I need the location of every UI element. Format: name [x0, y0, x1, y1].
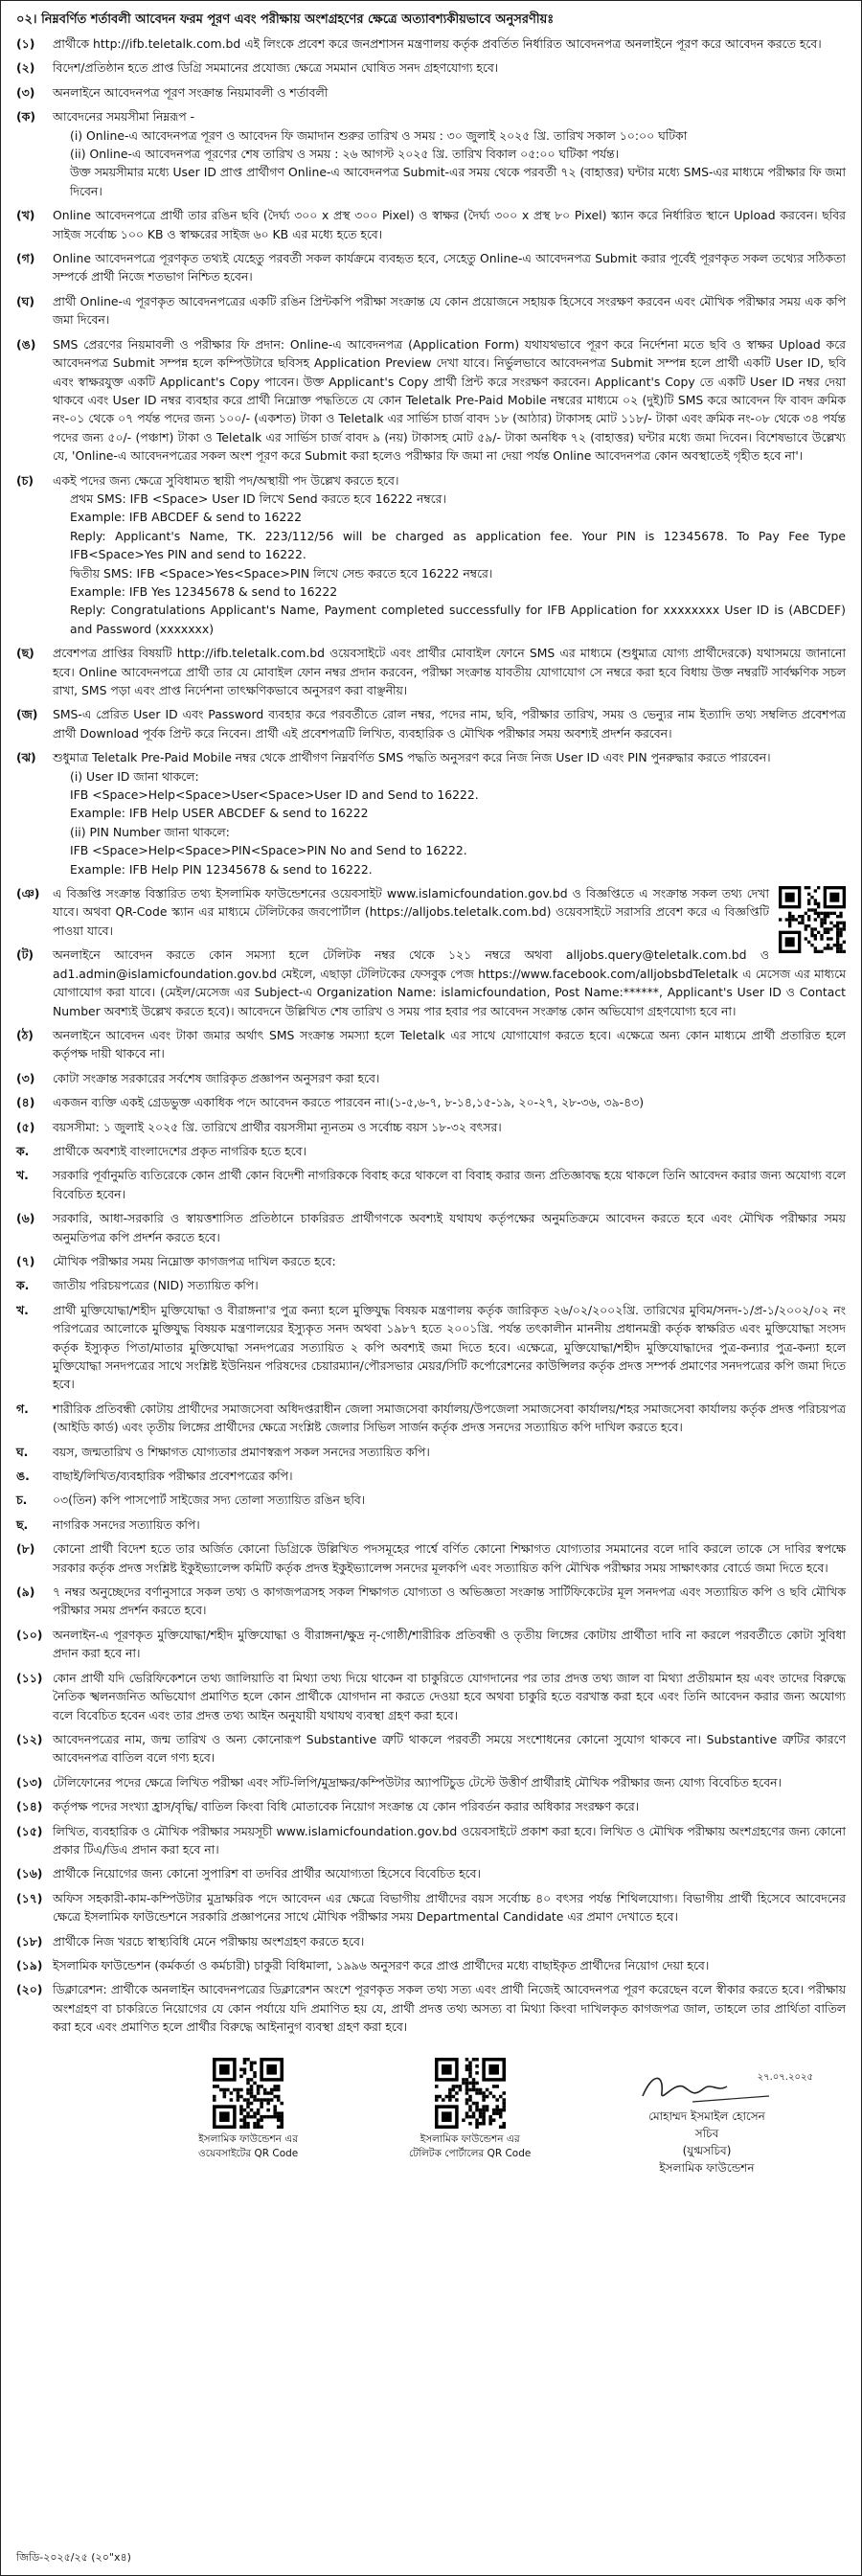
condition-item	[16, 58, 846, 77]
condition-text: নাগরিক সনদের সত্যায়িত কপি।	[53, 1516, 200, 1532]
condition-number: (ঘ)	[16, 293, 34, 308]
condition-number: (ছ)	[16, 646, 34, 661]
condition-text: বয়সসীমা: ১ জুলাই ২০২৫ খ্রি. তারিখে প্রার্থীর বয়সসীমা ন্যূনতম ও সর্বোচ্চ বয়স ১৮-৩২ বৎসর।	[53, 1119, 502, 1134]
condition-text: SMS-এ প্রেরিত User ID এবং Password ব্যবহার করে পরবর্তীতে রোল নম্বর, পদের নাম, ছবি, পরীক্ষার তারিখ, সময় ও ভেন্যুর নাম ইত্যাদি তথ্য সম্বলিত প্রবেশপত্র প্রার্থী Download পূর্বক প্রিন্ট করে নিবেন। প্রার্থী এই প্রবেশপত্রটি লিখিত, ব্যবহারিক ও মৌখিক পরীক্ষার সময় অবশ্যই প্রদর্শন করবেন।	[53, 707, 846, 741]
conditions-list	[16, 34, 846, 2037]
condition-text: প্রার্থী Online-এ পূরণকৃত আবেদনপত্রের একটি রঙিন প্রিন্টকপি পরীক্ষা সংক্রান্ত যে কোন প্রয়োজনে সহায়ক হিসেবে সংরক্ষণ করবেন এবং মৌখিক পরীক্ষার সময় এক কপি জমা দিবেন।	[53, 293, 846, 328]
condition-text: এ বিজ্ঞপ্তি সংক্রান্ত বিস্তারিত তথ্য ইসলামিক ফাউন্ডেশনের ওয়েবসাইট www.islamicfoundation.gov.bd ও বিজ্ঞপ্তিতে এ সংক্রান্ত সকল তথ্য দেখা যাবে। অথবা QR-Code স্ক্যান এর মাধ্যমে টেলিটকের জবপোর্টাল (https://alljobs.teletalk.com.bd) ওয়েবসাইটে সরাসরি প্রবেশ করে এ বিজ্ঞপ্তিটি পাওয়া যাবে।	[53, 886, 769, 938]
condition-number: (খ)	[16, 208, 35, 223]
condition-number: (৪)	[16, 1095, 35, 1110]
condition-number: (ট)	[16, 947, 34, 963]
condition-number: ক.	[16, 1278, 30, 1293]
condition-item	[16, 1932, 846, 1950]
condition-text: লিখিত, ব্যবহারিক ও মৌখিক পরীক্ষার সময়সূচী www.islamicfoundation.gov.bd ওয়েবসাইটে প্রকাশ করা হবে। লিখিত ও মৌখিক পরীক্ষায় অংশগ্রহণের জন্য কোনো প্রকার টিএ/ডিএ প্রদান করা হবে না।	[53, 1823, 846, 1857]
condition-text: কোনো প্রার্থী বিদেশ হতে তার অর্জিত কোনো ডিগ্রিকে উল্লিখিত পদসমূহের পার্শ্বে বর্ণিত কোনো শিক্ষাগত যোগ্যতার সমমানের বলে দাবি করলে তাকে সে দাবির স্বপক্ষে সরকার কর্তৃক প্রদত্ত সংশ্লিষ্ট ইকুইভ্যালেন্স কমিটি কর্তৃক প্রদত্ত ইকুইভ্যালেন্স সনদের মূলকপি এবং সত্যায়িত কপি মৌখিক পরীক্ষার সময় সাক্ষাৎকার বোর্ডে জমা দিতে হবে।	[53, 1541, 846, 1575]
condition-text: IFB <Space>Help<Space>User<Space>User ID and Send to 16222.	[70, 787, 479, 803]
condition-text: অনলাইনে আবেদন করতে কোন সমস্যা হলে টেলিটক নম্বর থেকে ১২১ নম্বরে অথবা alljobs.query@teletalk.com.bd ও ad1.admin@islamicfoundation.gov.bd মেইলে, এছাড়া টেলিটকের ফেসবুক পেজ https://www.facebook.com/alljobsbdTeletalk এ মেসেজ এর মাধ্যমে যোগাযোগ করা যাবে। (মেইল/মেসেজ এর Subject-এ Organization Name: islamicfoundation, Post Name:******, Applicant's User ID ও Contact Number অবশ্যই উল্লেখ করতে হবে)। আবেদনে উল্লিখিত শেষ তারিখ ও সময় পার হবার পর আবেদন সংক্রান্ত কোন অভিযোগ গ্রহণযোগ্য হবে না।	[53, 947, 846, 1018]
condition-item	[16, 1069, 846, 1087]
condition-item	[16, 1209, 846, 1246]
condition-text: Reply: Congratulations Applicant's Name, Payment completed successfully for IFB Application for xxxxxxxx User ID is (ABCDEF) and Password (xxxxxxx)	[70, 603, 846, 636]
condition-item	[16, 1467, 846, 1485]
condition-number: (১৩)	[16, 1774, 43, 1790]
condition-item	[16, 1516, 846, 1534]
condition-text: Example: IFB Help PIN 12345678 & send to 16222.	[70, 861, 373, 877]
condition-item	[16, 206, 846, 243]
signatory-name: মোহাম্মদ ইসমাইল হোসেন	[648, 2109, 765, 2123]
condition-item	[16, 1142, 846, 1160]
condition-item	[16, 748, 846, 878]
condition-text: বিদেশ/প্রতিষ্ঠান হতে প্রাপ্ত ডিগ্রি সমমানের প্রযোজ্য ক্ষেত্রে সমমান ঘোষিত সনদ গ্রহণযোগ্য হবে।	[53, 60, 499, 76]
condition-text: প্রবেশপত্র প্রাপ্তির বিষয়টি http://ifb.teletalk.com.bd ওয়েবসাইটে এবং প্রার্থীর মোবাইল ফোনে SMS এর মাধ্যমে (শুধুমাত্র যোগ্য প্রার্থীদেরকে) যথাসময়ে জানানো হবে। Online আবেদনপত্রে প্রার্থী তার যে মোবাইল ফোন নম্বর প্রদান করবেন, পরীক্ষা সংক্রান্ত যাবতীয় যোগাযোগ সে নম্বরে করা হবে বিধায় উক্ত নম্বরটি সার্বক্ষণিক সচল রাখা, SMS পড়া এবং প্রাপ্ত নির্দেশনা তাৎক্ষণিকভাবে অনুসরণ করা বাঞ্ছনীয়।	[53, 646, 846, 697]
condition-text: Online আবেদনপত্রে প্রার্থী তার রঙিন ছবি (দৈর্ঘ্য ৩০০ x প্রস্থ ৩০০ Pixel) ও স্বাক্ষর (দৈর্ঘ্য ৩০০ x প্রস্থ ৮০ Pixel) স্ক্যান করে নির্ধারিত স্থানে Upload করবেন। ছবির সাইজ সর্বোচ্চ ১০০ KB ও স্বাক্ষরের সাইজ ৬০ KB এর মধ্যে হতে হবে।	[53, 208, 846, 241]
website-qr-block	[198, 2058, 298, 2161]
condition-number: (১০)	[16, 1627, 43, 1642]
condition-text: Example: IFB ABCDEF & send to 16222	[70, 510, 303, 525]
condition-number: (৫)	[16, 1119, 35, 1134]
signatory-org: ইসলামিক ফাউন্ডেশন	[659, 2160, 755, 2175]
condition-number: (৯)	[16, 1584, 35, 1600]
condition-text: অনলাইন-এ পূরণকৃত মুক্তিযোদ্ধা/শহীদ মুক্তিযোদ্ধা ও বীরাঙ্গনা/ক্ষুদ্র নৃ-গোষ্ঠী/শারীরিক প্রতিবন্ধী ও তৃতীয় লিঙ্গের কোটায় প্রার্থীতা দাবি না করলে পরবর্তীতে কোটা সুবিধা প্রদান করা হবে না।	[53, 1627, 846, 1661]
condition-item	[16, 107, 846, 200]
condition-item	[16, 1166, 846, 1203]
condition-item	[16, 1956, 846, 1974]
signature-date: ২৭.০৭.২০২৫	[757, 2071, 813, 2083]
condition-text: কোন প্রার্থী যদি ভেরিফিকেশনে তথ্য জালিয়াতি বা মিথ্যা তথ্য দিয়ে থাকেন বা চাকুরিতে যোগদানের পর তার প্রদত্ত তথ্য জাল বা মিথ্যা প্রতীয়মান হয় এবং তাদের বিরুদ্ধে নৈতিক স্খলনজনিত অভিযোগ প্রমাণিত হলে কোন প্রার্থীকে যোগদান না করতে দেওয়া হবে অথবা চাকুরি হতে বরখাস্ত করা হবে এবং তিনি আবেদন করার জন্য অযোগ্য বলে বিবেচিত হবেন এবং তার প্রদত্ত তথ্য আইন অনুযায়ী যথাযথ ব্যবস্থা গ্রহণ করা হবে।	[53, 1670, 846, 1722]
condition-number: ঘ.	[16, 1444, 29, 1459]
condition-text: শারীরিক প্রতিবন্ধী কোটায় প্রার্থীদের সমাজসেবা অধিদপ্তরাধীন জেলা সমাজসেবা কার্যালয়/উপজেলা সমাজসেবা কার্যালয়/শহর সমাজসেবা কার্যালয় কর্তৃক প্রদত্ত পরিচয়পত্র (আইডি কার্ড) এবং তৃতীয় লিঙ্গের প্রার্থীদের ক্ষেত্রে সংশ্লিষ্ট জেলার সিভিল সার্জন কর্তৃক প্রদত্ত সনদের সত্যায়িত কপি দাখিল করতে হবে।	[53, 1401, 846, 1435]
condition-text: উক্ত সময়সীমার মধ্যে User ID প্রাপ্ত প্রার্থীগণ Online-এ আবেদনপত্র Submit-এর সময় থেকে পরবর্তী ৭২ (বাহাত্তর) ঘন্টার মধ্যে SMS-এর মাধ্যমে পরীক্ষার ফি জমা দিবেন।	[70, 165, 846, 198]
website-qr-caption-2: ওয়েবসাইটের QR Code	[198, 2147, 299, 2159]
condition-item	[16, 1301, 846, 1394]
condition-number: (ঠ)	[16, 1027, 34, 1042]
website-qr-caption-1: ইসলামিক ফাউন্ডেশন এর	[198, 2132, 299, 2145]
condition-text: প্রার্থীকে অবশ্যই বাংলাদেশের প্রকৃত নাগরিক হতে হবে।	[53, 1143, 306, 1158]
condition-item	[16, 705, 846, 742]
condition-text: প্রার্থীকে http://ifb.teletalk.com.bd এই লিংকে প্রবেশ করে জনপ্রশাসন মন্ত্রণালয় কর্তৃক প্রবর্তিত নির্ধারিত আবেদনপত্র অনলাইনে পূরণ করে আবেদন করতে হবে।	[53, 36, 822, 51]
condition-text: একজন ব্যক্তি একই গ্রেডভুক্ত একাধিক পদে আবেদন করতে পারবেন না।(১-৫,৬-৭, ৮-১৪,১৫-১৯, ২০-২৭, ২৮-৩৬, ৩৯-৪৩)	[53, 1095, 645, 1110]
condition-number: (১৮)	[16, 1933, 43, 1949]
condition-number: ঙ.	[16, 1469, 30, 1484]
condition-text: অনলাইনে আবেদনপত্র পূরণ সংক্রান্ত নিয়মাবলী ও শর্তাবলী	[53, 84, 329, 100]
condition-number: (১২)	[16, 1731, 43, 1746]
condition-number: (৬)	[16, 1211, 35, 1226]
condition-text: (i) Online-এ আবেদনপত্র পূরণ ও আবেদন ফি জমাদান শুরুর তারিখ ও সময় : ৩০ জুলাই ২০২৫ খ্রি. তারিখ সকাল ১০:০০ ঘটিকা	[70, 127, 688, 143]
condition-item	[16, 1822, 846, 1859]
condition-item	[16, 1276, 846, 1294]
condition-text: (i) User ID জানা থাকলে:	[70, 768, 199, 784]
section-title: ০২। নিম্নবর্ণিত শর্তাবলী আবেদন ফরম পূরণ এবং পরীক্ষায় অংশগ্রহণের ক্ষেত্রে অত্যাবশ্যকীয়ভাবে অনুসরণীয়ঃ	[16, 12, 555, 27]
condition-number: (গ)	[16, 251, 35, 266]
condition-text: কোটা সংক্রান্ত সরকারের সর্বশেষ জারিকৃত প্রজ্ঞাপন অনুসরণ করা হবে।	[53, 1070, 380, 1085]
condition-number: ক.	[16, 1143, 30, 1158]
condition-number: (৩)	[16, 1070, 35, 1085]
signatory-title: সচিব	[694, 2126, 719, 2140]
condition-item	[16, 1864, 846, 1882]
condition-number: (১৬)	[16, 1866, 43, 1881]
condition-number: (জ)	[16, 707, 38, 722]
condition-text: (ii) PIN Number জানা থাকলে:	[70, 824, 230, 839]
condition-item	[16, 1626, 846, 1663]
condition-text: জাতীয় পরিচয়পত্রের (NID) সত্যায়িত কপি।	[53, 1278, 259, 1293]
condition-text: কর্তৃপক্ষ পদের সংখ্যা হ্রাস/বৃদ্ধি/ বাতিল কিংবা বিধি মোতাবেক নিয়োগ সংক্রান্ত যে কোন পরিবর্তন করার অধিকার সংরক্ষণ করে।	[53, 1799, 640, 1814]
condition-text: ডিক্লারেশন: প্রার্থীকে অনলাইন আবেদনপত্রের ডিক্লারেশন অংশে পূরণকৃত সকল তথ্য সত্য এবং প্রার্থী নিজেই আবেদনপত্র পূরণ করেছেন বলে স্বীকার করতে হবে। পরীক্ষায় অংশগ্রহণ বা চাকরিতে নিয়োগের যে কোন পর্যায়ে যদি প্রমাণিত হয় যে, প্রার্থী প্রদত্ত তথ্য অসত্য বা মিথ্যা কিংবা দাখিলকৃত কাগজপত্র জাল, তাহলে তার প্রার্থিতা বাতিল করা হবে এবং প্রমাণিত হলে প্রার্থীর বিরুদ্ধে আইনানুগ ব্যবস্থা গ্রহণ করা হবে।	[53, 1982, 846, 2035]
condition-text: IFB <Space>Help<Space>PIN<Space>PIN No and Send to 16222.	[70, 843, 467, 858]
condition-number: (ঙ)	[16, 336, 36, 352]
condition-item	[16, 1491, 846, 1509]
condition-item	[16, 1889, 846, 1926]
condition-text: ০৩(তিন) কপি পাসপোর্ট সাইজের সদ্য তোলা সত্যায়িত রঙিন ছবি।	[53, 1493, 366, 1508]
condition-text: প্রার্থীকে নিয়োগের জন্য কোনো সুপারিশ বা তদবির প্রার্থীর অযোগ্যতা হিসেবে বিবেচিত হবে।	[53, 1866, 481, 1881]
signatory-subtitle: (যুগ্মসচিব)	[682, 2143, 732, 2157]
condition-item	[16, 1980, 846, 2036]
website-qr-code-icon[interactable]	[213, 2058, 284, 2129]
condition-item	[16, 1093, 846, 1111]
condition-number: খ.	[16, 1168, 29, 1183]
condition-text: প্রার্থীকে নিজ খরচে স্বাস্থ্যবিধি মেনে পরীক্ষায় অংশগ্রহণ করতে হবে।	[53, 1933, 365, 1949]
condition-text: শুধুমাত্র Teletalk Pre-Paid Mobile নম্বর থেকে প্রার্থীগণ নিম্নবর্ণিত SMS পদ্ধতি অনুসরণ করে নিজ নিজ User ID এবং PIN পুনরুদ্ধার করতে পারবেন।	[53, 750, 771, 765]
condition-item	[16, 1118, 846, 1136]
condition-number: (১৭)	[16, 1890, 43, 1905]
condition-number: (৮)	[16, 1541, 35, 1557]
condition-item	[16, 34, 846, 53]
condition-number: গ.	[16, 1401, 29, 1416]
condition-item	[16, 1797, 846, 1815]
condition-item	[16, 83, 846, 102]
condition-number: (১৫)	[16, 1823, 43, 1838]
condition-item	[16, 1026, 846, 1063]
portal-qr-caption-2: টেলিটক পোর্টালের QR Code	[409, 2147, 532, 2159]
condition-text: টেলিফোনের পদের ক্ষেত্রে লিখিত পরীক্ষা এবং সাঁট-লিপি/মুদ্রাক্ষর/কম্পিউটার অ্যাপটিচুড টেস্টে উত্তীর্ণ প্রার্থীরাই মৌখিক পরীক্ষার জন্য যোগ্য বিবেচিত হবেন।	[53, 1774, 782, 1790]
condition-number: (১)	[16, 36, 35, 51]
condition-text: আবেদনপত্রের নাম, জন্ম তারিখ ও অন্য কোনোরূপ Substantive ত্রুটি থাকলে পরবর্তী সময়ে সংশোধনের কোনো সুযোগ থাকবে না। Substantive ত্রুটির কারণে আবেদনপত্র বাতিল বলে গণ্য হবে।	[53, 1731, 846, 1766]
condition-item	[16, 1400, 846, 1437]
condition-text: মৌখিক পরীক্ষার সময় নিম্নোক্ত কাগজপত্র দাখিল করতে হবে:	[53, 1253, 336, 1268]
condition-number: (ক)	[16, 109, 35, 125]
job-portal-qr-code-icon[interactable]	[779, 886, 846, 953]
condition-text: Reply: Applicant's Name, TK. 223/112/56 will be charged as application fee. Your PIN is 12345678. To Pay Fee Type IFB<Space>Yes PIN and send to 16222.	[70, 528, 846, 562]
condition-item	[16, 1252, 846, 1270]
condition-number: (২)	[16, 60, 35, 76]
condition-number: চ.	[16, 1493, 28, 1508]
condition-number: খ.	[16, 1302, 29, 1317]
condition-item	[16, 1669, 846, 1724]
condition-item	[16, 292, 846, 330]
portal-qr-code-icon[interactable]	[435, 2058, 506, 2129]
condition-number: (১৪)	[16, 1799, 43, 1814]
condition-text: বাছাই/লিখিত/ব্যবহারিক পরীক্ষার প্রবেশপত্রের কপি।	[53, 1469, 293, 1484]
condition-text: ইসলামিক ফাউন্ডেশন (কর্মকর্তা ও কর্মচারী) চাকুরী বিধিমালা, ১৯৯৬ অনুসরণ করে প্রাপ্ত প্রার্থীদের মধ্যে বাছাইকৃত প্রার্থীদের নিয়োগ দেয়া হবে।	[53, 1957, 710, 1972]
condition-text: Example: IFB Yes 12345678 & send to 16222	[70, 583, 338, 599]
condition-text: SMS প্রেরণের নিয়মাবলী ও পরীক্ষার ফি প্রদান: Online-এ আবেদনপত্র (Application Form) যথাযথভাবে পূরণ করে নির্দেশনা মতে ছবি ও স্বাক্ষর Upload করে আবেদনপত্র Submit সম্পন্ন হলে কম্পিউটারে ছবিসহ Application Preview দেখা যাবে। নির্ভুলভাবে আবেদনপত্র Submit সম্পন্ন হলে প্রার্থী একটি User ID, ছবি এবং স্বাক্ষরযুক্ত একটি Applicant's Copy পাবেন। উক্ত Applicant's Copy প্রার্থী প্রিন্ট করে সংরক্ষণ করবেন। Applicant's Copy তে একটি User ID নম্বর দেয়া থাকবে এবং User ID নম্বর ব্যবহার করে প্রার্থী নিম্নোক্ত পদ্ধতিতে যে কোন Teletalk Pre-Paid Mobile নম্বরের মাধ্যমে ০২ (দুই)টি SMS করে আবেদন ফি বাবদ ক্রমিক নং-০১ থেকে ০৭ পর্যন্ত পদের জন্য ১০০/- (একশত) টাকা ও Teletalk এর সার্ভিস চার্জ বাবদ ১৮ (আঠার) টাকাসহ মোট ১১৮/- টাকা এবং ক্রমিক নং-০৮ থেকে ৩৪ পর্যন্ত পদের জন্য ৫০/- (পঞ্চাশ) টাকা ও Teletalk এর সার্ভিস চার্জ বাবদ ৯ (নয়) টাকাসহ মোট ৫৯/- টাকা অনধিক ৭২ (বাহাত্তর) ঘন্টার মধ্যে জমা দিবেন। বিশেষভাবে উল্লেখ্য যে, 'Online-এ আবেদনপত্রের সকল অংশ পূরণ করে Submit করা হলেও পরীক্ষার ফি জমা না দেয়া পর্যন্ত Online আবেদনপত্র কোন অবস্থাতেই গৃহীত হবে না'।	[53, 336, 846, 464]
condition-number: (১৯)	[16, 1957, 43, 1972]
footer-code: জিডি-২০২৫/২৫ (২০"x৪)	[16, 2551, 131, 2564]
condition-number: (২০)	[16, 1982, 43, 1997]
condition-number: (ঞ)	[16, 886, 40, 901]
condition-number: (৩)	[16, 84, 35, 100]
condition-text: সরকারি, আধা-সরকারি ও স্বায়ত্তশাসিত প্রতিষ্ঠানে চাকরিরত প্রার্থীগণকে অবশ্যই যথাযথ কর্তৃপক্ষের অনুমতিক্রমে আবেদন করতে হবে এবং মৌখিক পরীক্ষার সময় অনুমতিপত্র কপি প্রদর্শন করতে হবে।	[53, 1211, 846, 1244]
condition-item	[16, 1730, 846, 1767]
condition-item	[16, 1773, 846, 1791]
condition-number: (১১)	[16, 1670, 43, 1685]
condition-text: দ্বিতীয় SMS: IFB <Space>Yes<Space>PIN লিখে সেন্ড করতে হবে 16222 নম্বরে।	[70, 565, 493, 581]
portal-qr-caption-1: ইসলামিক ফাউন্ডেশন এর	[420, 2132, 520, 2145]
condition-text: একই পদের জন্য ক্ষেত্রে সুবিধামত স্থায়ী পদ/অস্থায়ী পদ উল্লেখ করতে হবে।	[53, 472, 399, 488]
condition-text: অফিস সহকারী-কাম-কম্পিউটার মুদ্রাক্ষরিক পদে আবেদন এর ক্ষেত্রে বিভাগীয় প্রার্থীদের বয়স সর্বোচ্চ ৪০ বৎসর পর্যন্ত শিথিলযোগ্য। বিভাগীয় প্রার্থী হিসেবে আবেদনের ক্ষেত্রে ইসলামিক ফাউন্ডেশনে সরকারি প্রজ্ঞাপনের সাথে মৌখিক পরীক্ষার সময় Departmental Candidate এর প্রমাণ দেখাতে হবে।	[53, 1890, 846, 1925]
condition-item	[16, 644, 846, 699]
condition-text: বয়স, জন্মতারিখ ও শিক্ষাগত যোগ্যতার প্রমাণস্বরূপ সকল সনদের সত্যায়িত কপি।	[53, 1444, 430, 1459]
condition-text: ৭ নম্বর অনুচ্ছেদের বর্ণানুসারে সকল তথ্য ও কাগজপত্রসহ সকল শিক্ষাগত যোগ্যতা ও অভিজ্ঞতা সংক্রান্ত সার্টিফিকেটের মূল সনদপত্র এবং সত্যায়িত কপি ও ছবি মৌখিক পরীক্ষার সময় প্রদর্শন করতে হবে।	[53, 1584, 846, 1618]
condition-number: (৭)	[16, 1253, 35, 1268]
condition-item	[16, 1443, 846, 1461]
condition-text: অনলাইনে আবেদন এবং টাকা জমার অর্থাৎ SMS সংক্রান্ত সমস্যা হলে Teletalk এর সাথে যোগাযোগ করতে হবে। এক্ষেত্রে অন্য কোন মাধ্যমে প্রার্থী প্রতারিত হলে কর্তৃপক্ষ দায়ী থাকবে না।	[53, 1027, 846, 1061]
signature-block	[635, 2063, 813, 2177]
condition-text: প্রথম SMS: IFB <Space> User ID লিখে Send করতে হবে 16222 নম্বরে।	[70, 490, 446, 506]
condition-text: প্রার্থী মুক্তিযোদ্ধা/শহীদ মুক্তিযোদ্ধা ও বীরাঙ্গনা'র পুত্র কন্যা হলে মুক্তিযুদ্ধ বিষয়ক মন্ত্রণালয় কর্তৃক জারিকৃত ২৬/০২/২০০২খ্রি. তারিখের মুবিম/সনদ-১/প্র-১/২০০২/০২ নং পরিপত্রের আলোকে মুক্তিযুদ্ধ বিষয়ক মন্ত্রণালয়ের ইস্যুকৃত সনদ অথবা ১৯৮৭ হতে ২০০১খ্রি. পর্যন্ত তৎকালীন মাননীয় প্রধানমন্ত্রী কর্তৃক স্বাক্ষরিত এবং মুক্তিযোদ্ধা সংসদ কর্তৃক ইস্যুকৃত পিতা/মাতার মুক্তিযোদ্ধা সনদপত্রের সত্যায়িত ২ কপি অবশ্যই জমা দিতে হবে। এক্ষেত্রে, মুক্তিযোদ্ধা/শহীদ মুক্তিযোদ্ধাদের পুত্র-কন্যার পুত্র-কন্যা হলে মুক্তিযোদ্ধা সনদপত্রের সাথে সংশ্লিষ্ট ইউনিয়ন পরিষদের চেয়ারম্যান/পৌরসভার মেয়র/সিটি কর্পোরেশনের কাউন্সিলর কর্তৃক প্রদত্ত সম্পর্ক প্রমাণের সনদপত্রের কপি জমা দিতে হবে।	[53, 1302, 846, 1392]
condition-number: (ঝ)	[16, 750, 36, 765]
condition-number: ছ.	[16, 1516, 29, 1532]
condition-text: Example: IFB Help USER ABCDEF & send to 16222	[70, 806, 369, 821]
condition-text: সরকারি পূর্বানুমতি ব্যতিরেকে কোন প্রার্থী কোন বিদেশী নাগরিককে বিবাহ করে থাকলে বা বিবাহ করার জন্য প্রতিজ্ঞাবদ্ধ হয়ে থাকলে তিনি আবেদন করার জন্য অযোগ্য বলে বিবেচিত হবেন।	[53, 1168, 846, 1201]
condition-item	[16, 335, 846, 466]
condition-item	[16, 946, 846, 1020]
condition-item	[16, 1539, 846, 1577]
condition-item	[16, 1583, 846, 1620]
portal-qr-block	[409, 2058, 531, 2161]
condition-text: আবেদনের সময়সীমা নিম্নরূপ -	[53, 109, 195, 125]
condition-item	[16, 249, 846, 286]
condition-text: Online আবেদনপত্রে পূরণকৃত তথ্যই যেহেতু পরবর্তী সকল কার্যক্রমে ব্যবহৃত হবে, সেহেতু Online-এ আবেদনপত্র Submit করার পূর্বেই পূরণকৃত সকল তথ্যের সঠিকতা সম্পর্কে প্রার্থী নিজে শতভাগ নিশ্চিত হবেন।	[53, 251, 846, 285]
condition-item	[16, 884, 846, 940]
condition-text: (ii) Online-এ আবেদনপত্র পূরণের শেষ তারিখ ও সময় : ২৬ আগস্ট ২০২৫ খ্রি. তারিখ বিকাল ০৫:০০ ঘটিকা পর্যন্ত।	[70, 147, 620, 162]
condition-item	[16, 471, 846, 639]
signature-area	[16, 2044, 846, 2236]
condition-number: (চ)	[16, 472, 34, 488]
